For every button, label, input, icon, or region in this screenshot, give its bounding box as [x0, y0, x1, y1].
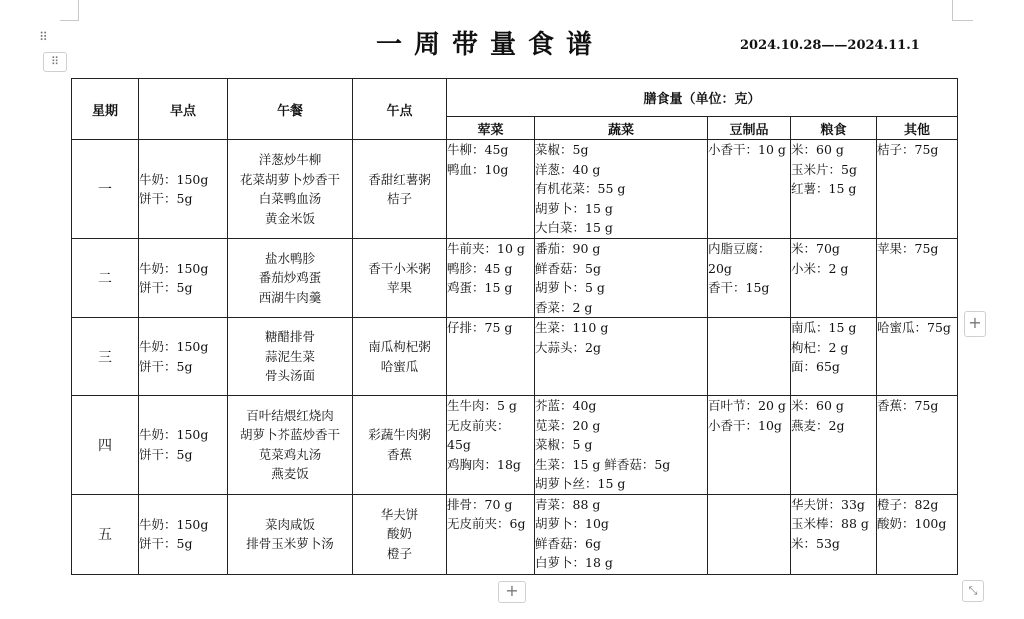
breakfast-cell: [139, 494, 228, 574]
meat-item: 排骨：70 g: [447, 496, 513, 512]
breakfast-item: 牛奶：150g: [139, 339, 209, 354]
header-breakfast: 早点: [139, 79, 228, 140]
day-cell: 四: [72, 396, 139, 495]
lunch-item: 黄金米饭: [264, 210, 315, 226]
lunch-cell: [228, 396, 353, 495]
lunch-item: 西湖牛肉羹: [258, 289, 322, 305]
other-item: 苹果：75g: [877, 241, 939, 256]
breakfast-item: 饼干：5g: [139, 191, 193, 206]
vegetable-item: 鲜香菇：5g: [535, 260, 601, 276]
breakfast-cell: [139, 396, 228, 495]
table-row: [72, 140, 958, 239]
day-cell: 五: [72, 494, 139, 574]
other-cell: [877, 239, 958, 318]
meat-item: 鸡胸肉：18g: [447, 456, 521, 472]
header-soy: 豆制品: [708, 117, 791, 140]
vegetable-item: 菜椒：5g: [535, 142, 589, 157]
snack-cell: [353, 239, 447, 318]
header-meal-amount: 膳食量（单位：克）: [447, 79, 958, 117]
meat-cell: [447, 140, 535, 239]
soy-cell: [708, 396, 791, 495]
vegetable-item: 菜椒：5 g: [535, 437, 593, 452]
grain-item: 燕麦：2g: [791, 417, 845, 433]
menu-table: [71, 78, 958, 575]
snack-cell: [353, 494, 447, 574]
snack-item: 南瓜枸杞粥: [368, 339, 431, 354]
vegetable-item: 生菜：110 g: [535, 320, 609, 335]
lunch-item: 燕麦饭: [271, 466, 309, 482]
soy-item: 20g: [708, 260, 732, 276]
add-row-button[interactable]: +: [498, 581, 526, 603]
meat-cell: [447, 396, 535, 495]
breakfast-item: 饼干：5g: [139, 536, 193, 551]
snack-item: 彩蔬牛肉粥: [368, 427, 431, 443]
day-cell: 二: [72, 239, 139, 318]
grain-item: 玉米棒：88 g: [791, 516, 869, 531]
soy-cell: [708, 494, 791, 574]
date-range: 2024.10.28——2024.11.1: [740, 38, 920, 53]
snack-item: 香干小米粥: [368, 260, 431, 276]
table-row: [72, 318, 958, 396]
vegetable-item: 苋菜：20 g: [535, 417, 601, 433]
lunch-item: 菜肉咸饭: [264, 516, 315, 532]
meat-item: 牛前夹：10 g: [447, 241, 525, 256]
vegetable-cell: [535, 494, 708, 574]
grain-item: 米：60 g: [791, 142, 844, 157]
table-row: [72, 494, 958, 574]
add-column-button[interactable]: +: [964, 311, 986, 337]
breakfast-cell: [139, 239, 228, 318]
grain-item: 红薯：15 g: [791, 181, 857, 196]
soy-cell: [708, 239, 791, 318]
soy-item: 百叶节：20 g: [708, 398, 786, 413]
other-item: 橙子：82g: [877, 496, 939, 512]
snack-item: 酸奶: [386, 526, 412, 542]
meat-item: 无皮前夹：6g: [447, 516, 526, 531]
breakfast-item: 饼干：5g: [139, 358, 193, 374]
header-other: 其他: [877, 117, 958, 140]
grain-item: 华夫饼：33g: [791, 496, 865, 512]
vegetable-cell: [535, 396, 708, 495]
snack-item: 橙子: [386, 545, 412, 561]
grain-cell: [791, 396, 877, 495]
lunch-item: 蒜泥生菜: [264, 348, 315, 364]
meat-cell: [447, 494, 535, 574]
meat-item: 鸡蛋：15 g: [447, 280, 513, 295]
lunch-item: 胡萝卜芥蓝炒香干: [239, 427, 340, 443]
breakfast-item: 牛奶：150g: [139, 171, 209, 187]
other-item: 桔子：75g: [877, 142, 939, 157]
grain-item: 南瓜：15 g: [791, 320, 857, 335]
soy-item: 内脂豆腐：: [708, 241, 771, 256]
grain-item: 玉米片：5g: [791, 161, 857, 177]
grain-item: 米：60 g: [791, 398, 844, 413]
vegetable-item: 有机花菜：55 g: [535, 181, 626, 196]
vegetable-item: 胡萝卜：10g: [535, 516, 609, 531]
page-corner-mark-left: [60, 0, 79, 21]
meat-item: 45g: [447, 437, 471, 452]
vegetable-item: 胡萝卜：15 g: [535, 200, 613, 216]
breakfast-cell: [139, 140, 228, 239]
lunch-item: 洋葱炒牛柳: [258, 152, 322, 167]
meat-cell: [447, 239, 535, 318]
vegetable-item: 芥蓝：40g: [535, 398, 597, 413]
vegetable-item: 胡萝卜丝：15 g: [535, 476, 626, 491]
other-item: 酸奶：100g: [877, 516, 947, 531]
other-item: 哈蜜瓜：75g: [877, 320, 951, 335]
breakfast-item: 饼干：5g: [139, 280, 193, 295]
lunch-cell: [228, 140, 353, 239]
snack-item: 苹果: [386, 280, 412, 295]
grain-cell: [791, 494, 877, 574]
vegetable-item: 青菜：88 g: [535, 496, 601, 512]
snack-item: 哈蜜瓜: [380, 358, 419, 374]
vegetable-item: 番茄：90 g: [535, 241, 601, 256]
grain-item: 米：53g: [791, 535, 840, 551]
other-cell: [877, 494, 958, 574]
grain-item: 面：65g: [791, 359, 840, 374]
breakfast-item: 牛奶：150g: [139, 260, 209, 276]
table-row: [72, 396, 958, 495]
other-cell: [877, 140, 958, 239]
header-vegetable: 蔬菜: [535, 117, 708, 140]
meat-item: 生牛肉：5 g: [447, 398, 517, 413]
grain-item: 小米：2 g: [791, 260, 849, 276]
vegetable-item: 大蒜头：2g: [535, 339, 601, 355]
header-meat: 荤菜: [447, 117, 535, 140]
header-snack: 午点: [353, 79, 447, 140]
meat-item: 仔排：75 g: [447, 320, 513, 335]
lunch-item: 排骨玉米萝卜汤: [246, 536, 334, 551]
lunch-item: 番茄炒鸡蛋: [258, 270, 322, 286]
resize-table-icon[interactable]: ⤡: [962, 580, 984, 602]
vegetable-item: 大白菜：15 g: [535, 220, 613, 235]
other-cell: [877, 318, 958, 396]
grain-item: 米：70g: [791, 241, 840, 256]
drag-handle-icon[interactable]: ⠿: [39, 30, 47, 44]
header-day: 星期: [72, 79, 139, 140]
other-item: 香蕉：75g: [877, 398, 939, 413]
snack-cell: [353, 318, 447, 396]
vegetable-item: 胡萝卜：5 g: [535, 280, 605, 295]
soy-cell: [708, 318, 791, 396]
vegetable-item: 生菜：15 g 鲜香菇：5g: [535, 456, 671, 472]
snack-item: 华夫饼: [380, 506, 419, 522]
lunch-item: 百叶结煨红烧肉: [246, 407, 334, 423]
soy-item: 小香干：10 g: [708, 142, 786, 157]
other-cell: [877, 396, 958, 495]
meat-item: 牛柳：45g: [447, 142, 509, 157]
grain-cell: [791, 140, 877, 239]
grain-item: 枸杞：2 g: [791, 339, 849, 355]
snack-item: 桔子: [386, 191, 412, 206]
page-corner-mark-right: [952, 0, 973, 21]
vegetable-item: 鲜香菇：6g: [535, 535, 601, 551]
lunch-cell: [228, 318, 353, 396]
lunch-item: 白菜鸭血汤: [258, 191, 322, 206]
soy-item: 小香干：10g: [708, 417, 782, 433]
breakfast-item: 牛奶：150g: [139, 427, 209, 443]
vegetable-item: 白萝卜：18 g: [535, 555, 613, 570]
snack-item: 香蕉: [386, 446, 412, 462]
snack-item: 香甜红薯粥: [368, 171, 431, 187]
lunch-item: 花菜胡萝卜炒香干: [239, 171, 340, 187]
vegetable-item: 香菜：2 g: [535, 299, 593, 315]
breakfast-cell: [139, 318, 228, 396]
day-cell: 一: [72, 140, 139, 239]
meat-item: 鸭血：10g: [447, 161, 509, 177]
table-select-icon[interactable]: ⠿: [43, 52, 67, 72]
page-title: 一周带量食谱: [376, 30, 605, 60]
lunch-item: 糖醋排骨: [264, 329, 315, 345]
vegetable-cell: [535, 239, 708, 318]
lunch-item: 苋菜鸡丸汤: [258, 446, 322, 462]
breakfast-item: 饼干：5g: [139, 446, 193, 462]
vegetable-item: 洋葱：40 g: [535, 161, 601, 177]
snack-cell: [353, 396, 447, 495]
meat-item: 无皮前夹：: [447, 417, 510, 433]
lunch-cell: [228, 494, 353, 574]
table-row: [72, 239, 958, 318]
meat-item: 鸭胗：45 g: [447, 260, 513, 276]
header-grain: 粮食: [791, 117, 877, 140]
lunch-cell: [228, 239, 353, 318]
vegetable-cell: [535, 318, 708, 396]
grain-cell: [791, 318, 877, 396]
vegetable-cell: [535, 140, 708, 239]
meat-cell: [447, 318, 535, 396]
snack-cell: [353, 140, 447, 239]
breakfast-item: 牛奶：150g: [139, 516, 209, 532]
header-lunch: 午餐: [228, 79, 353, 140]
soy-cell: [708, 140, 791, 239]
lunch-item: 骨头汤面: [264, 368, 315, 384]
day-cell: 三: [72, 318, 139, 396]
grain-cell: [791, 239, 877, 318]
soy-item: 香干：15g: [708, 280, 770, 295]
lunch-item: 盐水鸭胗: [264, 250, 315, 266]
